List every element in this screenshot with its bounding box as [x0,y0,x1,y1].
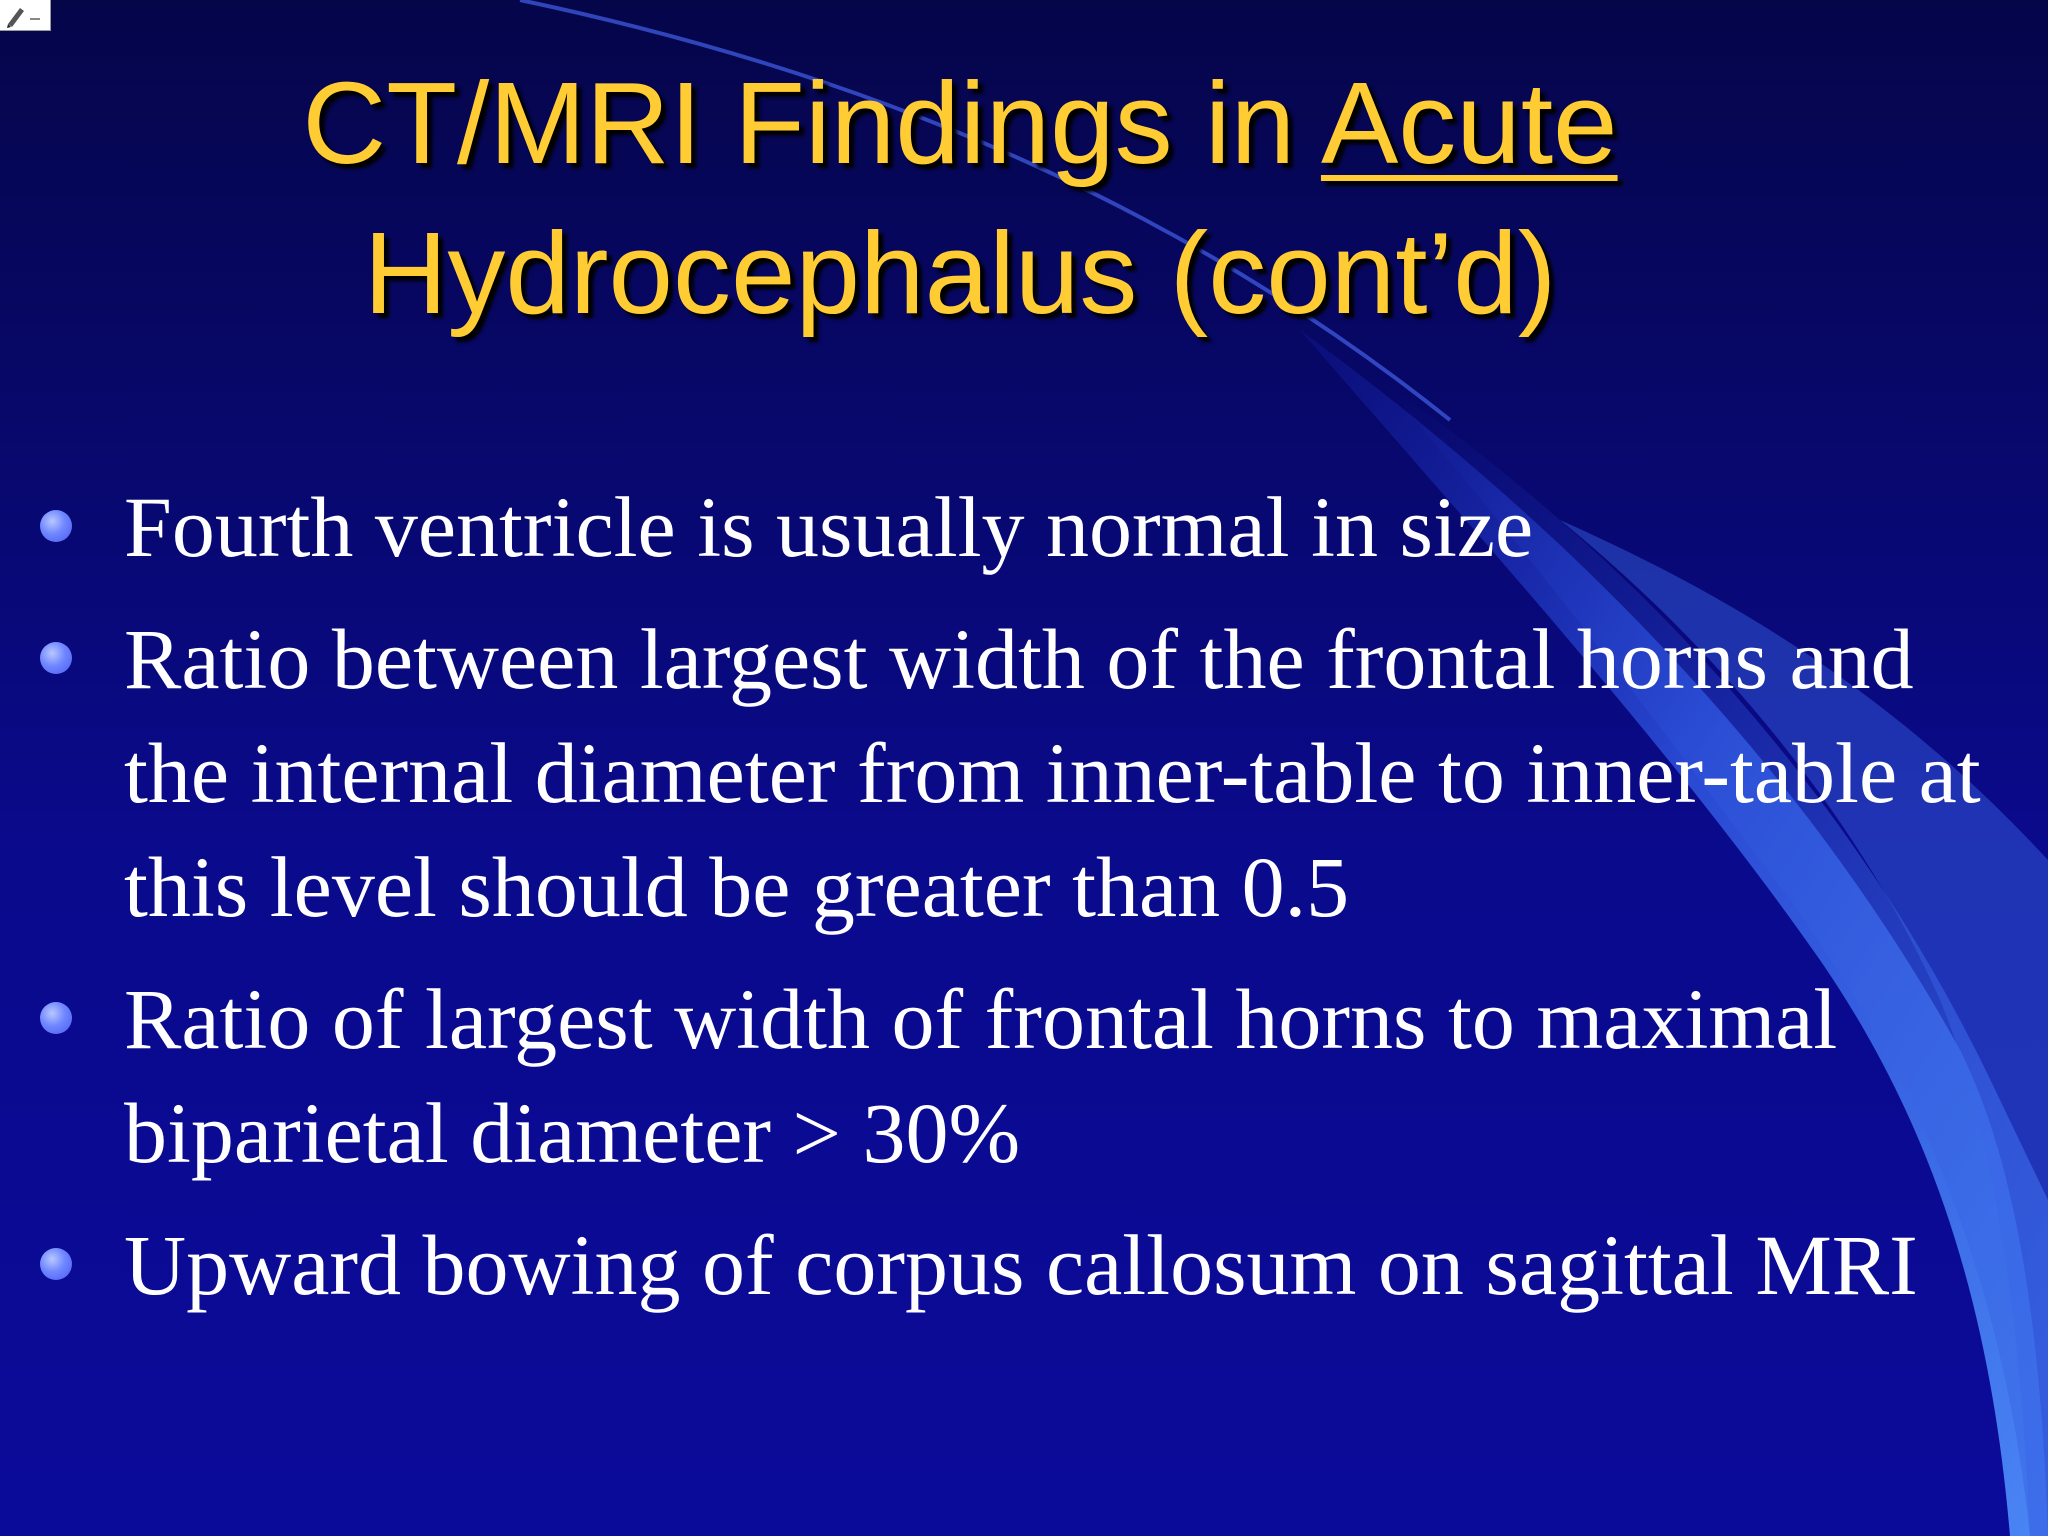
bullet-text: Upward bowing of corpus callosum on sagittal MRI [124,1217,1918,1313]
slide-title [200,48,1720,348]
bullet-item [40,962,2030,1190]
title-line-2: Hydrocephalus (cont’d) [363,208,1557,338]
bullet-dot-icon [40,642,72,674]
bullet-dot-icon [40,1248,72,1280]
bullet-text: Ratio of largest width of frontal horns to maximal biparietal diameter > 30% [124,971,1838,1181]
bullet-item [40,602,2030,944]
bullet-text: Ratio between largest width of the frontal horns and the internal diameter from inner-table to inner-table at this level should be greater than 0.5 [124,611,1981,935]
bullet-list [40,470,2030,1340]
title-text: CT/MRI Findings in [302,58,1321,188]
title-line-1 [200,48,1720,198]
title-underlined-word: Acute [1320,58,1618,188]
bullet-text: Fourth ventricle is usually normal in size [124,479,1534,575]
bullet-item [40,1208,2030,1322]
bullet-dot-icon [40,1002,72,1034]
bullet-dot-icon [40,510,72,542]
pencil-icon[interactable] [0,0,51,31]
bullet-item [40,470,2030,584]
